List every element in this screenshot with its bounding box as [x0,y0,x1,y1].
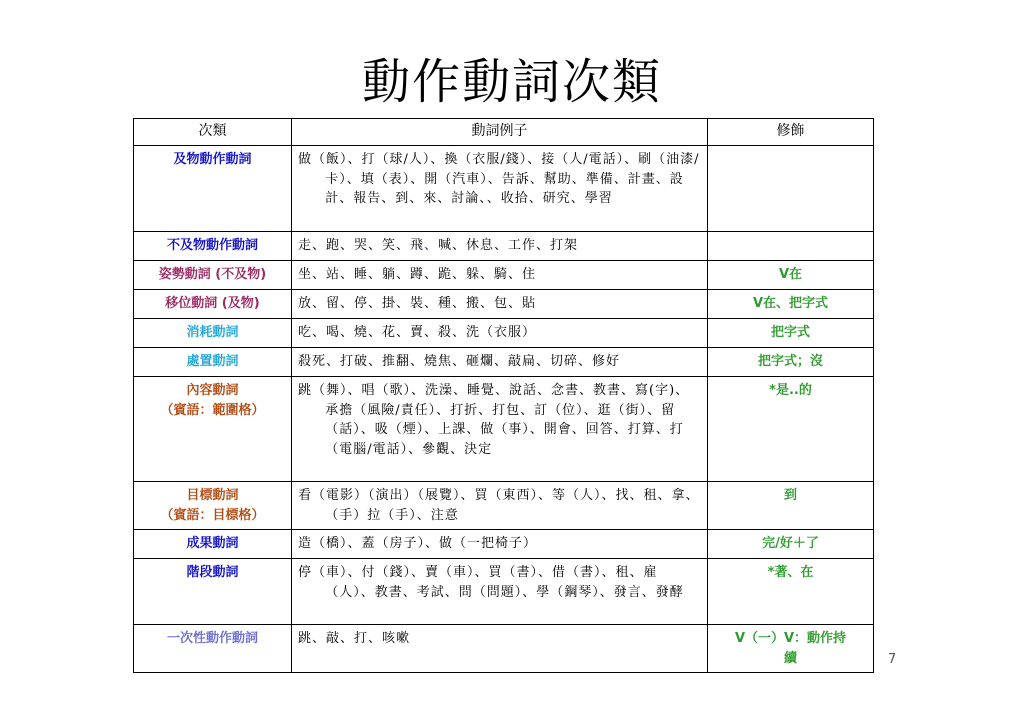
category-label: 移位動詞 (及物) [165,296,260,311]
category-cell [134,290,292,319]
modifier-cell [708,232,874,261]
examples-text: 看（電影）（演出）（展覽）、買（東西）、等（人）、找、租、拿、（手）拉（手）、注意 [298,488,700,523]
category-label: 姿勢動詞 (不及物) [158,267,267,282]
table-row [134,530,874,559]
examples-cell [292,348,708,377]
table-row [134,482,874,530]
modifier-text: 把字式；沒 [757,354,823,369]
table-row [134,559,874,625]
examples-text: 吃、喝、燒、花、賣、殺、洗（衣服） [298,325,537,340]
header-modifier: 修飾 [708,119,874,146]
modifier-cell [708,319,874,348]
modifier-cell [708,261,874,290]
table-row [134,232,874,261]
examples-text: 停（車）、付（錢）、賣（車）、買（書）、借（書）、租、雇（人）、教書、考試、問（問題）、學（鋼琴）、發言、發酵 [298,565,684,600]
category-cell [134,146,292,232]
verb-subcategory-table [133,118,874,673]
header-category: 次類 [134,119,292,146]
category-cell [134,625,292,673]
category-label: 一次性動作動詞 [166,631,258,646]
category-cell [134,232,292,261]
category-label: 消耗動詞 [186,325,239,340]
category-cell [134,530,292,559]
modifier-text: 到 [783,488,797,503]
examples-cell [292,559,708,625]
examples-text: 走、跑、哭、笑、飛 [298,238,425,253]
examples-text: 放、留、停、掛、裝、種、搬、包、貼 [298,296,537,311]
table-row [134,319,874,348]
examples-text: 跳（舞）、唱（歌）、洗澡、睡覺、說話、念書、教書、寫(字)、承擔（風險/責任）、打折、打包、訂（位）、逛（街）、留（話）、吸（煙）、上課、做（事）、開會、回答、打算、打（電腦/電話）、參觀、決定 [298,383,690,457]
modifier-text: V在 [778,267,803,282]
examples-cell [292,482,708,530]
examples-cell [292,290,708,319]
category-cell [134,482,292,530]
modifier-text: V在、把字式 [752,296,829,311]
category-label: 階段動詞 [186,565,239,580]
examples-separator: 、 [424,238,439,253]
examples-cell [292,232,708,261]
page-number: 7 [888,652,897,667]
examples-cell [292,377,708,482]
category-label: 內容動詞 [186,383,239,398]
category-cell [134,348,292,377]
table-row [134,625,874,673]
modifier-cell [708,146,874,232]
modifier-cell [708,377,874,482]
modifier-cell [708,290,874,319]
examples-text: 殺死、打破、推翻、燒焦、砸爛、敲扁、切碎、修好 [298,354,621,369]
examples-text-tail: 喊、休息、工作、打架 [438,238,579,253]
examples-cell [292,625,708,673]
table-row [134,348,874,377]
category-cell [134,377,292,482]
category-cell [134,261,292,290]
category-label: 成果動詞 [186,536,239,551]
examples-cell [292,530,708,559]
examples-cell [292,319,708,348]
category-label: 目標動詞 [186,488,239,503]
header-examples: 動詞例子 [292,119,708,146]
page-title: 動作動詞次類 [361,54,662,110]
examples-text: 坐、站、睡、躺、蹲、跪、躲、騎、住 [298,267,537,282]
category-label: 處置動詞 [186,354,239,369]
modifier-cell [708,530,874,559]
table-row [134,261,874,290]
examples-text: 做（飯）、打（球/人）、換（衣服/錢）、接（人/電話）、刷（油漆/卡）、填（表）、開（汽車）、告訴、幫助、準備、計畫、設計、報告、到、來、討論、、收拾、研究、學習 [298,152,700,206]
modifier-text: V（一）V：動作持 [734,631,847,646]
examples-cell [292,261,708,290]
table-row [134,146,874,232]
category-sublabel: （賓語：目標格） [160,507,265,523]
modifier-text: *著、在 [767,565,814,580]
modifier-text: 完/好＋了 [762,536,819,551]
examples-text: 造（橋）、蓋（房子）、做（一把椅子） [298,536,538,551]
modifier-cell [708,348,874,377]
examples-text: 跳、敲、打、咳嗽 [298,631,411,646]
modifier-cell [708,482,874,530]
table-header-row [134,119,874,146]
modifier-cell [708,559,874,625]
category-cell [134,319,292,348]
table-row [134,290,874,319]
examples-cell [292,146,708,232]
category-sublabel: （賓語：範圍格） [160,402,265,418]
modifier-text-cont: 續 [783,650,797,666]
modifier-text: *是..的 [769,383,812,398]
modifier-text: 把字式 [770,325,810,340]
category-cell [134,559,292,625]
modifier-cell [708,625,874,673]
category-label: 不及物動作動詞 [166,238,258,253]
table-row [134,377,874,482]
category-label: 及物動作動詞 [173,152,252,167]
